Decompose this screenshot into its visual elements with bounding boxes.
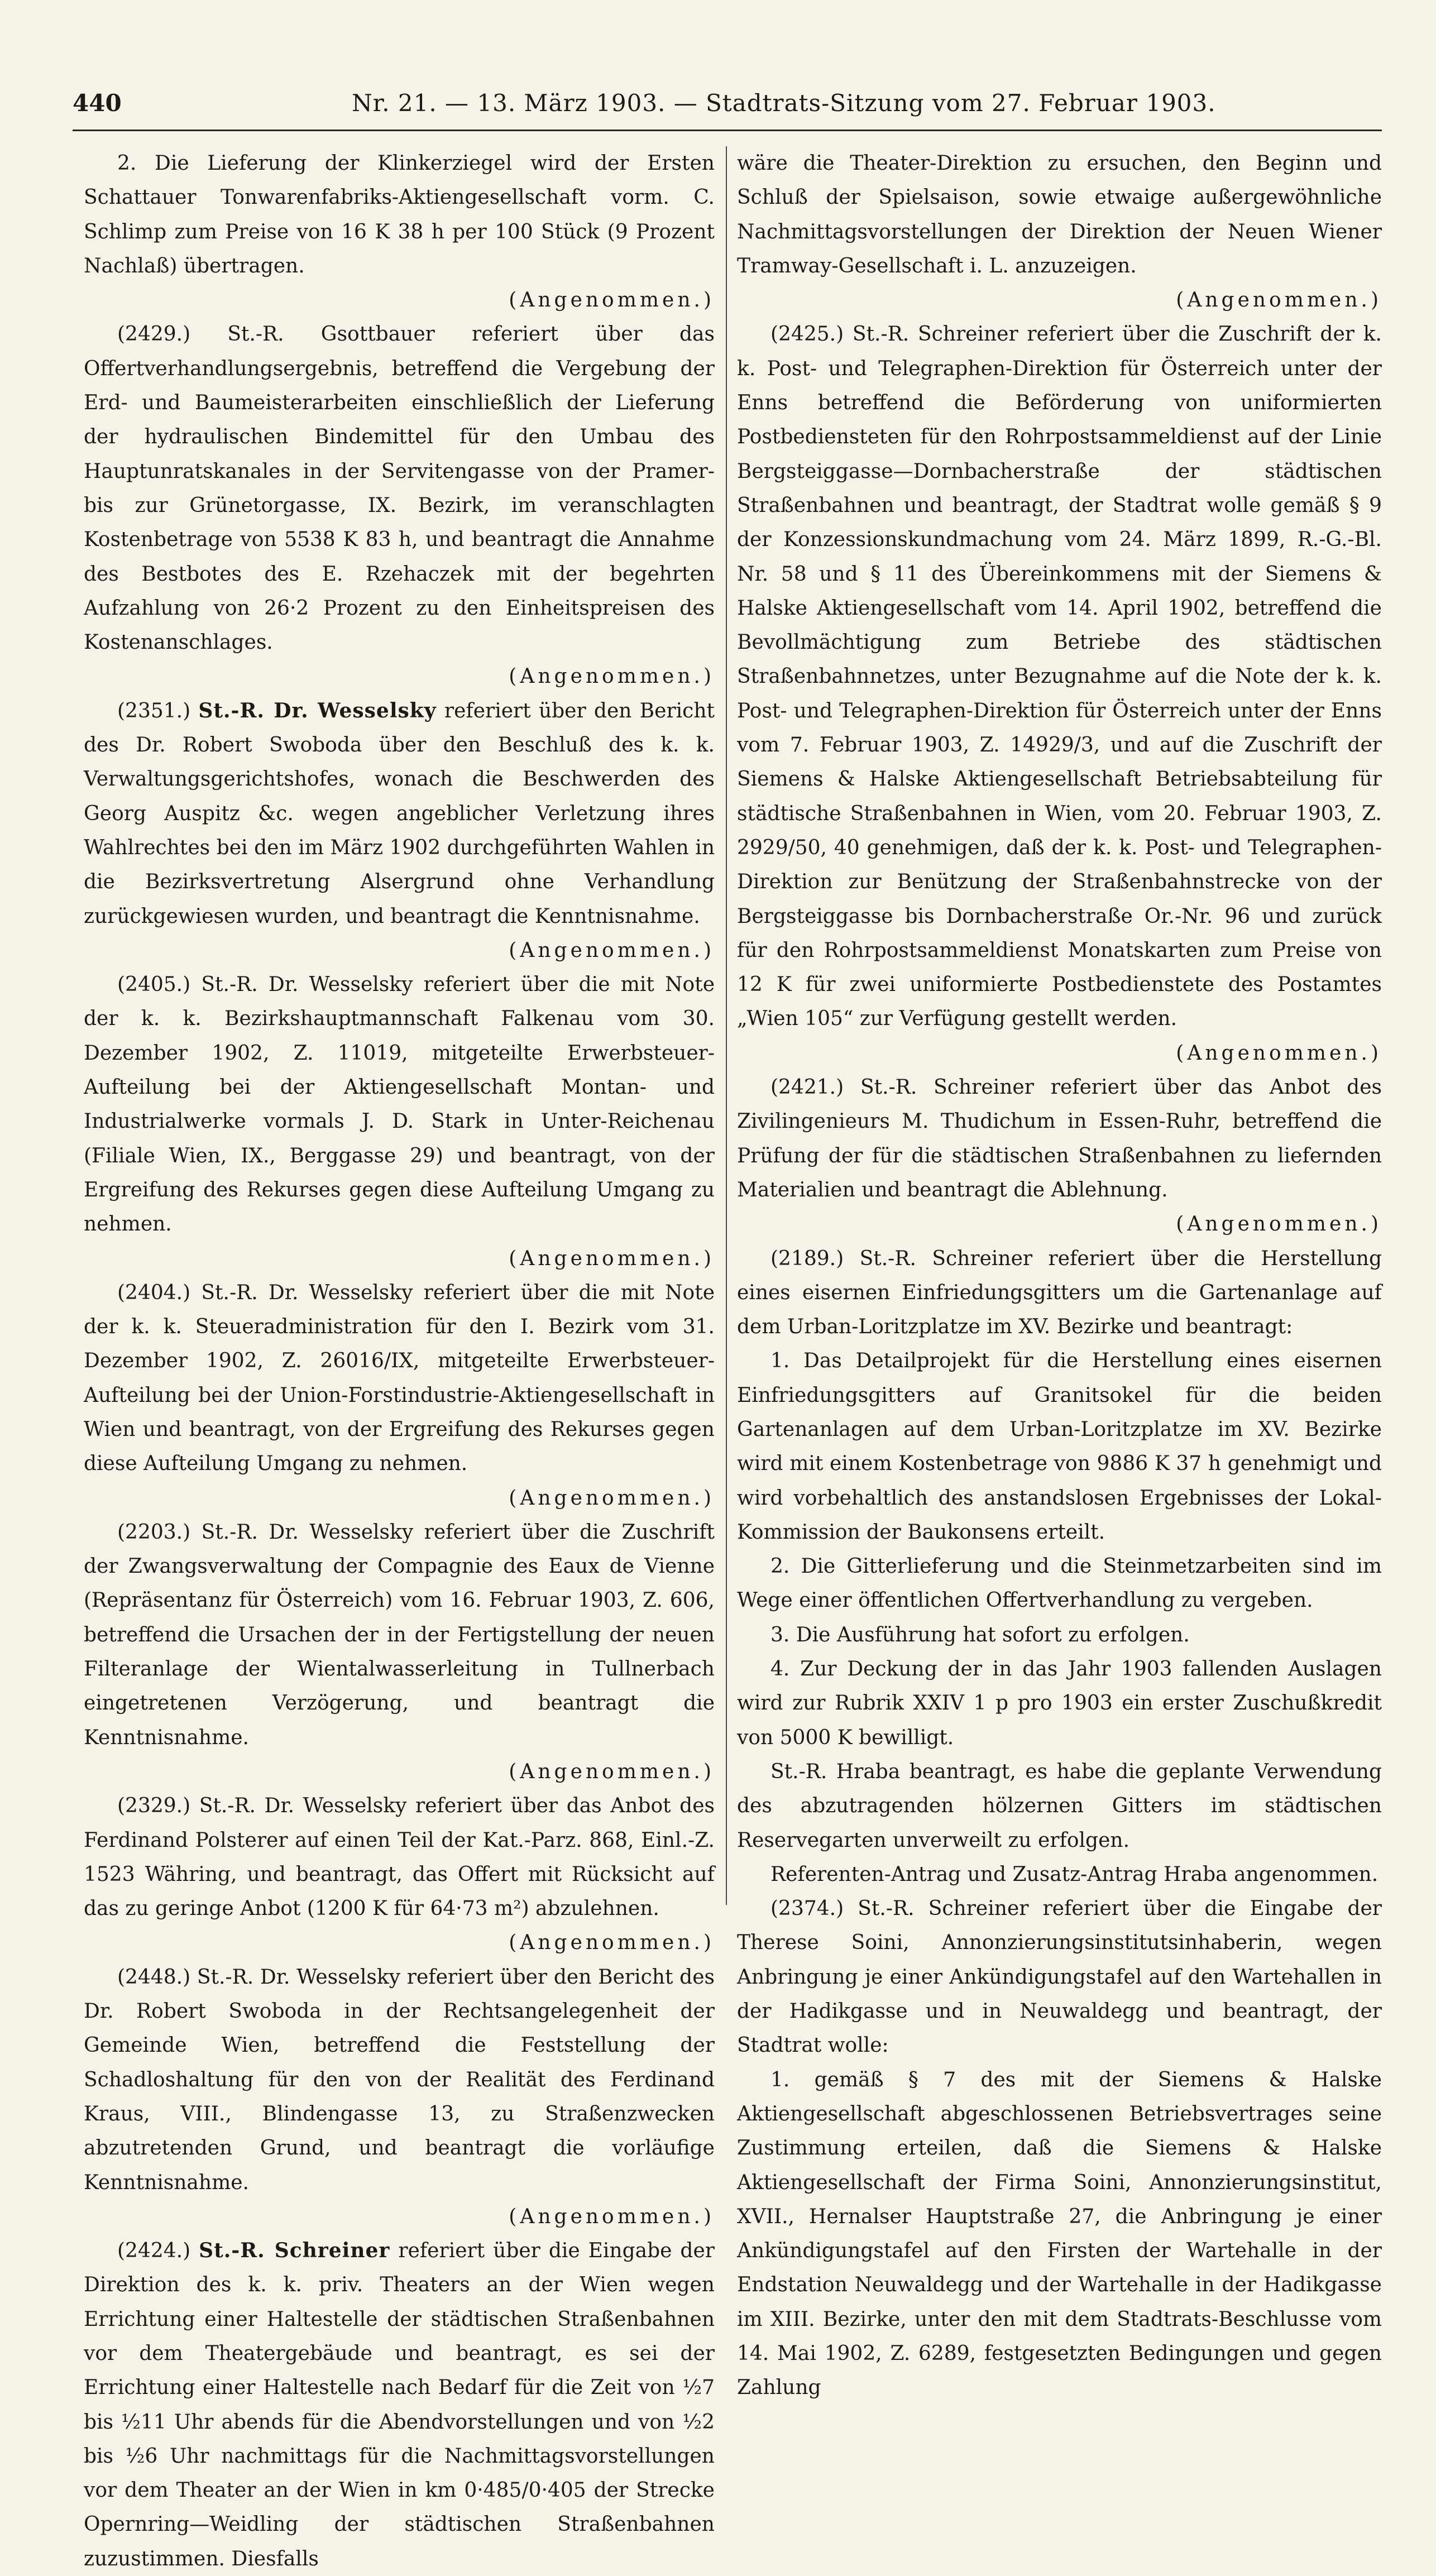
paragraph: (2189.) St.-R. Schreiner referiert über die Herstellung eines eisernen Einfriedungsgitters um die Gartenanlage auf dem Urban-Loritzplatze im XV. Bezirke und beantragt: bbox=[737, 1247, 1382, 1339]
header-rule bbox=[73, 130, 1382, 131]
paragraph bbox=[84, 694, 715, 933]
column-divider bbox=[726, 146, 727, 1905]
list-item: 1. Das Detailprojekt für die Herstellung eines eisernen Einfriedungsgitters auf Granitsokel für die beiden Gartenanlagen auf dem Urban-Loritzplatze im XV. Bezirke wird mit einem Kostenbetrage von 9886 K 37 h genehmigt und wird vorbehaltlich des anstandslosen Ergebnisses der Lokal-Kommission der Baukonsens erteilt. bbox=[737, 1349, 1382, 1544]
item-2429 bbox=[84, 317, 715, 693]
resolution-note: Referenten-Antrag und Zusatz-Antrag Hraba angenommen. bbox=[770, 1862, 1378, 1886]
list-item: 2. Die Gitterlieferung und die Steinmetzarbeiten sind im Wege einer öffentlichen Offertverhandlung zu vergeben. bbox=[737, 1555, 1382, 1612]
item-2424 bbox=[84, 2234, 715, 2576]
item-2189 bbox=[737, 1242, 1382, 1892]
verdict: (Angenommen.) bbox=[509, 2205, 715, 2228]
paragraph-text: referiert über den Bericht des Dr. Robert Swoboda über den Beschluß des k. k. Verwaltungsgerichtshofes, wonach die Beschwerden des Georg Auspitz &c. wegen angeblicher Verletzung ihres Wahlrechtes bei den im März 1902 durchgeführten Wahlen in die Bezirksvertretung Alsergrund ohne Verhandlung zurückgewiesen wurden, und beantragt die Kenntnisnahme. bbox=[84, 699, 715, 928]
paragraph: wäre die Theater-Direktion zu ersuchen, den Beginn und Schluß der Spielsaison, sowie etwaige außergewöhnliche Nachmittagsvorstellungen der Direktion der Neuen Wiener Tramway-Gesellschaft i. L. anzuzeigen. bbox=[737, 152, 1382, 277]
page-number: 440 bbox=[73, 89, 122, 117]
verdict: (Angenommen.) bbox=[509, 939, 715, 962]
item-2203 bbox=[84, 1515, 715, 1789]
paragraph: (2448.) St.-R. Dr. Wesselsky referiert über den Bericht des Dr. Robert Swoboda in der Rechtsangelegenheit der Gemeinde Wien, betreffend die Feststellung der Schadloshaltung für den von der Realität des Ferdinand Kraus, VIII., Blindengasse 13, zu Straßenzwecken abzutretenden Grund, und beantragt die vorläufige Kenntnisnahme. bbox=[84, 1965, 715, 2194]
list-item: 1. gemäß § 7 des mit der Siemens & Halske Aktiengesellschaft abgeschlossenen Betriebsvertrages seine Zustimmung erteilen, daß die Siemens & Halske Aktiengesellschaft der Firma Soini, Annonzierungsinstitut, XVII., Hernalser Hauptstraße 27, die Anbringung je einer Ankündigungstafel auf den Firsten der Wartehalle in der Endstation Neuwaldegg und der Wartehalle in der Hadikgasse im XIII. Bezirke, unter den mit dem Stadtrats-Beschlusse vom 14. Mai 1902, Z. 6289, festgesetzten Bedingungen und gegen Zahlung bbox=[737, 2068, 1382, 2400]
right-column bbox=[737, 146, 1382, 2400]
verdict: (Angenommen.) bbox=[509, 665, 715, 688]
list-item: 3. Die Ausführung hat sofort zu erfolgen. bbox=[770, 1623, 1190, 1646]
item-2421 bbox=[737, 1070, 1382, 1241]
paragraph: St.-R. Hraba beantragt, es habe die geplante Verwendung des abzutragenden hölzernen Gitters im städtischen Reservegarten unverweilt zu erfolgen. bbox=[737, 1760, 1382, 1852]
page-header bbox=[73, 84, 1382, 123]
item-2329 bbox=[84, 1789, 715, 1960]
verdict: (Angenommen.) bbox=[509, 1486, 715, 1510]
paragraph: (2329.) St.-R. Dr. Wesselsky referiert über das Anbot des Ferdinand Polsterer auf einen Teil der Kat.-Parz. 868, Einl.-Z. 1523 Währing, und beantragt, das Offert mit Rücksicht auf das zu geringe Anbot (1200 K für 64·73 m²) abzulehnen. bbox=[84, 1794, 715, 1921]
verdict: (Angenommen.) bbox=[1176, 1213, 1382, 1236]
item-2448 bbox=[84, 1960, 715, 2234]
left-column bbox=[84, 146, 715, 2570]
paragraph-text: referiert über die Eingabe der Direktion des k. k. priv. Theaters an der Wien wegen Errichtung einer Haltestelle der städtischen Straßenbahnen vor dem Theatergebäude und beantragt, es sei der Errichtung einer Haltestelle nach Bedarf für die Zeit von ½7 bis ½11 Uhr abends für die Abendvorstellungen und von ½2 bis ½6 Uhr nachmittags für die Nachmittagsvorstellungen vor dem Theater an der Wien in km 0·485/0·405 der Strecke Opernring—Weidling der städtischen Straßenbahnen zuzustimmen. Diesfalls bbox=[84, 2239, 715, 2570]
item-2404 bbox=[84, 1276, 715, 1515]
item-2374 bbox=[737, 1892, 1382, 2405]
paragraph: (2429.) St.-R. Gsottbauer referiert über das Offertverhandlungsergebnis, betreffend die Vergebung der Erd- und Baumeisterarbeiten einschließlich der Lieferung der hydraulischen Bindemittel für den Umbau des Hauptunratskanales in der Servitengasse von der Pramer- bis zur Grünetorgasse, IX. Bezirk, im veranschlagten Kostenbetrage von 5538 K 83 h, und beantragt die Annahme des Bestbotes des E. Rzehaczek mit der begehrten Aufzahlung von 26·2 Prozent zu den Einheitspreisen des Kostenanschlages. bbox=[84, 323, 715, 654]
item-2351 bbox=[84, 694, 715, 968]
paragraph: (2405.) St.-R. Dr. Wesselsky referiert über die mit Note der k. k. Bezirkshauptmannschaft Falkenau vom 30. Dezember 1902, Z. 11019, mitgeteilte Erwerbsteuer-Aufteilung bei der Aktiengesellschaft Montan- und Industrialwerke vormals J. D. Stark in Unter-Reichenau (Filiale Wien, IX., Berggasse 29) und beantragt, von der Ergreifung des Rekurses gegen diese Aufteilung Umgang zu nehmen. bbox=[84, 973, 715, 1236]
verdict: (Angenommen.) bbox=[1176, 1041, 1382, 1065]
paragraph: 2. Die Lieferung der Klinkerziegel wird der Ersten Schattauer Tonwarenfabriks-Aktiengesellschaft vorm. C. Schlimp zum Preise von 16 K 38 h per 100 Stück (9 Prozent Nachlaß) übertragen. bbox=[84, 152, 715, 277]
paragraph bbox=[84, 2234, 715, 2576]
verdict: (Angenommen.) bbox=[1176, 289, 1382, 312]
verdict: (Angenommen.) bbox=[509, 1247, 715, 1270]
running-head: Nr. 21. — 13. März 1903. — Stadtrats-Sitzung vom 27. Februar 1903. bbox=[352, 89, 1216, 117]
verdict: (Angenommen.) bbox=[509, 1760, 715, 1783]
item-number: (2351.) bbox=[117, 699, 191, 722]
item-2425 bbox=[737, 317, 1382, 1070]
verdict: (Angenommen.) bbox=[509, 289, 715, 312]
list-item: 4. Zur Deckung der in das Jahr 1903 fallenden Auslagen wird zur Rubrik XXIV 1 p pro 1903 ein erster Zuschußkredit von 5000 K bewilligt. bbox=[737, 1658, 1382, 1749]
verdict: (Angenommen.) bbox=[509, 1931, 715, 1955]
item-klinkerziegel bbox=[84, 146, 715, 317]
paragraph: (2374.) St.-R. Schreiner referiert über die Eingabe der Therese Soini, Annonzierungsinstitutsinhaberin, wegen Anbringung je einer Ankündigungstafel auf den Wartehallen in der Hadikgasse und in Neuwaldegg und beantragt, der Stadtrat wolle: bbox=[737, 1897, 1382, 2057]
paragraph: (2425.) St.-R. Schreiner referiert über die Zuschrift der k. k. Post- und Telegraphen-Direktion für Österreich unter der Enns betreffend die Beförderung von uniformierten Postbediensteten für den Rohrpostsammeldienst auf der Linie Bergsteiggasse—Dornbacherstraße der städtischen Straßenbahnen und beantragt, der Stadtrat wolle gemäß § 9 der Konzessionskundmachung vom 24. März 1899, R.-G.-Bl. Nr. 58 und § 11 des Übereinkommens mit der Siemens & Halske Aktiengesellschaft vom 14. April 1902, betreffend die Bevollmächtigung zum Betriebe des städtischen Straßenbahnnetzes, unter Bezugnahme auf die Note der k. k. Post- und Telegraphen-Direktion für Österreich unter der Enns vom 7. Februar 1903, Z. 14929/3, und auf die Zuschrift der Siemens & Halske Aktiengesellschaft Betriebsabteilung für städtische Straßenbahnen in Wien, vom 20. Februar 1903, Z. 2929/50, 40 genehmigen, daß der k. k. Post- und Telegraphen-Direktion zur Benützung der Straßenbahnstrecke von der Bergsteiggasse bis Dornbacherstraße Or.-Nr. 96 und zurück für den Rohrpostsammeldienst Monatskarten zum Preise von 12 K für zwei uniformierte Postbedienstete des Postamtes „Wien 105“ zur Verfügung gestellt werden. bbox=[737, 323, 1382, 1031]
paragraph: (2421.) St.-R. Schreiner referiert über das Anbot des Zivilingenieurs M. Thudichum in Essen-Ruhr, betreffend die Prüfung der für die städtischen Straßenbahnen zu liefernden Materialien und beantragt die Ablehnung. bbox=[737, 1076, 1382, 1201]
item-2424-continued bbox=[737, 146, 1382, 317]
item-number: (2424.) bbox=[117, 2239, 191, 2263]
paragraph: (2203.) St.-R. Dr. Wesselsky referiert über die Zuschrift der Zwangsverwaltung der Compagnie des Eaux de Vienne (Repräsentanz für Österreich) vom 16. Februar 1903, Z. 606, betreffend die Ursachen der in der Fertigstellung der neuen Filteranlage der Wientalwasserleitung in Tullnerbach eingetretenen Verzögerung, und beantragt die Kenntnisnahme. bbox=[84, 1520, 715, 1749]
item-2405 bbox=[84, 968, 715, 1276]
paragraph: (2404.) St.-R. Dr. Wesselsky referiert über die mit Note der k. k. Steueradministration für den I. Bezirk vom 31. Dezember 1902, Z. 26016/IX, mitgeteilte Erwerbsteuer-Aufteilung bei der Union-Forstindustrie-Aktiengesellschaft in Wien und beantragt, von der Ergreifung des Rekurses gegen diese Aufteilung Umgang zu nehmen. bbox=[84, 1281, 715, 1476]
speaker-name: St.-R. Schreiner bbox=[199, 2239, 390, 2263]
speaker-name: St.-R. Dr. Wesselsky bbox=[198, 698, 437, 722]
